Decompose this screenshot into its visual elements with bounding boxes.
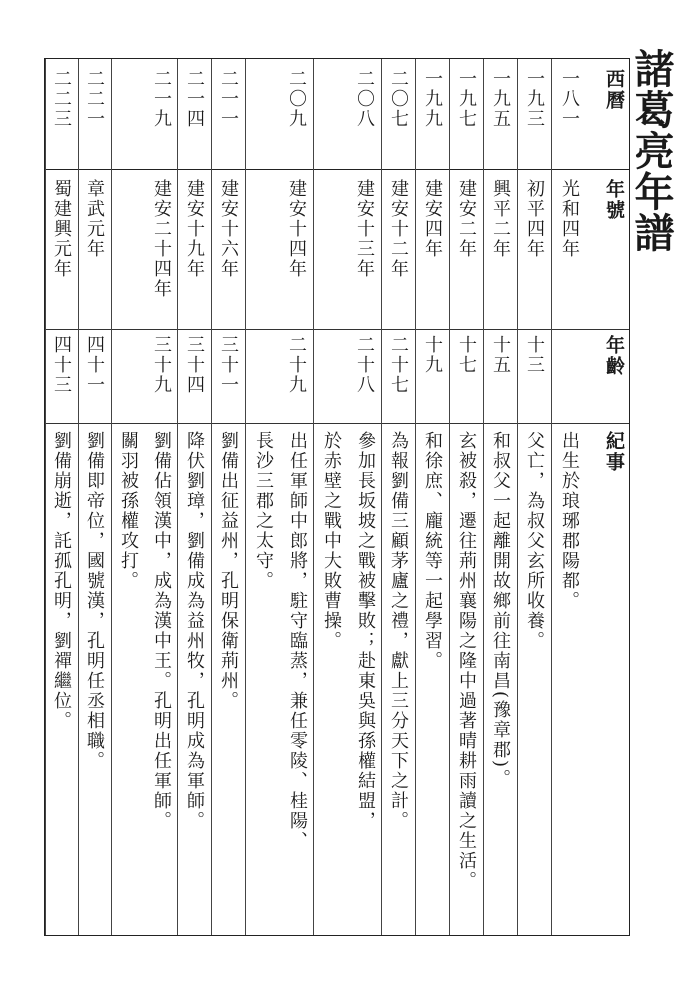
table-row [483,59,517,935]
event-cell: 和徐庶、龐統等一起學習。 [422,431,443,671]
header-age: 年齡 [603,335,625,377]
table-row [78,59,111,935]
era-cell: 建安十四年 [286,179,307,279]
event-cell-continued: 關羽被孫權攻打。 [118,431,139,591]
event-cell: 劉備崩逝，託孤孔明，劉禪繼位。 [51,431,72,731]
year-cell: 一九三 [524,69,545,129]
chronology-table [44,58,630,936]
page-title: 諸葛亮年譜 [628,48,675,253]
header-event: 紀事 [603,431,625,473]
table-row [245,59,313,935]
event-cell: 出任軍師中郎將，駐守臨蒸，兼任零陵、桂陽、 [287,431,308,851]
year-cell: 二一一 [218,69,239,129]
table-row [211,59,245,935]
age-cell: 十三 [524,335,545,375]
header-year: 西曆 [603,69,625,111]
era-cell: 初平四年 [524,179,545,259]
age-cell: 二十八 [354,335,375,395]
event-cell: 劉備佔領漢中，成為漢中王。孔明出任軍師。 [151,431,172,831]
table-row [517,59,551,935]
age-cell: 四十一 [84,335,105,395]
era-cell: 光和四年 [559,179,580,259]
table-row [449,59,483,935]
year-cell: 一八一 [559,69,580,129]
age-cell: 三十九 [151,335,172,395]
year-cell: 二二一 [84,69,105,129]
table-row [551,59,586,935]
event-cell: 劉備即帝位，國號漢，孔明任丞相職。 [84,431,105,771]
event-cell: 參加長坂坡之戰被擊敗；赴東吳與孫權結盟， [355,431,376,831]
era-cell: 建安十三年 [354,179,375,279]
table-row [415,59,449,935]
era-cell: 建安十二年 [388,179,409,279]
era-cell: 建安二年 [456,179,477,259]
year-cell: 一九五 [490,69,511,129]
year-cell: 二〇八 [354,69,375,129]
header-column [586,59,631,935]
year-cell: 二二三 [51,69,72,129]
table-row [313,59,381,935]
event-cell: 出生於琅琊郡陽都。 [559,431,580,611]
era-cell: 建安十九年 [184,179,205,279]
table-row [111,59,177,935]
era-cell: 建安二十四年 [151,179,172,299]
table-row [45,59,78,935]
era-cell: 蜀建興元年 [51,179,72,279]
event-cell: 降伏劉璋，劉備成為益州牧，孔明成為軍師。 [184,431,205,831]
age-cell: 十七 [456,335,477,375]
table-row [381,59,415,935]
year-cell: 一九九 [422,69,443,129]
event-cell: 父亡，為叔父玄所收養。 [524,431,545,651]
header-era: 年號 [603,179,625,221]
event-cell: 玄被殺，遷往荊州襄陽之隆中過著晴耕雨讀之生活。 [456,431,477,891]
event-cell-continued: 長沙三郡之太守。 [253,431,274,591]
age-cell: 二十七 [388,335,409,395]
year-cell: 二一四 [184,69,205,129]
era-cell: 章武元年 [84,179,105,259]
event-cell: 劉備出征益州，孔明保衛荊州。 [218,431,239,711]
year-cell: 一九七 [456,69,477,129]
table-row [177,59,211,935]
age-cell: 四十三 [51,335,72,395]
age-cell: 二十九 [286,335,307,395]
event-cell-continued: 於赤壁之戰中大敗曹操。 [321,431,342,651]
age-cell [552,335,586,415]
era-cell: 建安四年 [422,179,443,259]
era-cell: 興平二年 [490,179,511,259]
event-cell: 和叔父一起離開故鄉前往南昌(豫章郡)。 [490,431,511,790]
year-cell: 二〇九 [286,69,307,129]
age-cell: 十九 [422,335,443,375]
era-cell: 建安十六年 [218,179,239,279]
year-cell: 二〇七 [388,69,409,129]
age-cell: 十五 [490,335,511,375]
year-cell: 二一九 [151,69,172,129]
event-cell: 為報劉備三顧茅廬之禮，獻上三分天下之計。 [388,431,409,831]
age-cell: 三十四 [184,335,205,395]
age-cell: 三十一 [218,335,239,395]
